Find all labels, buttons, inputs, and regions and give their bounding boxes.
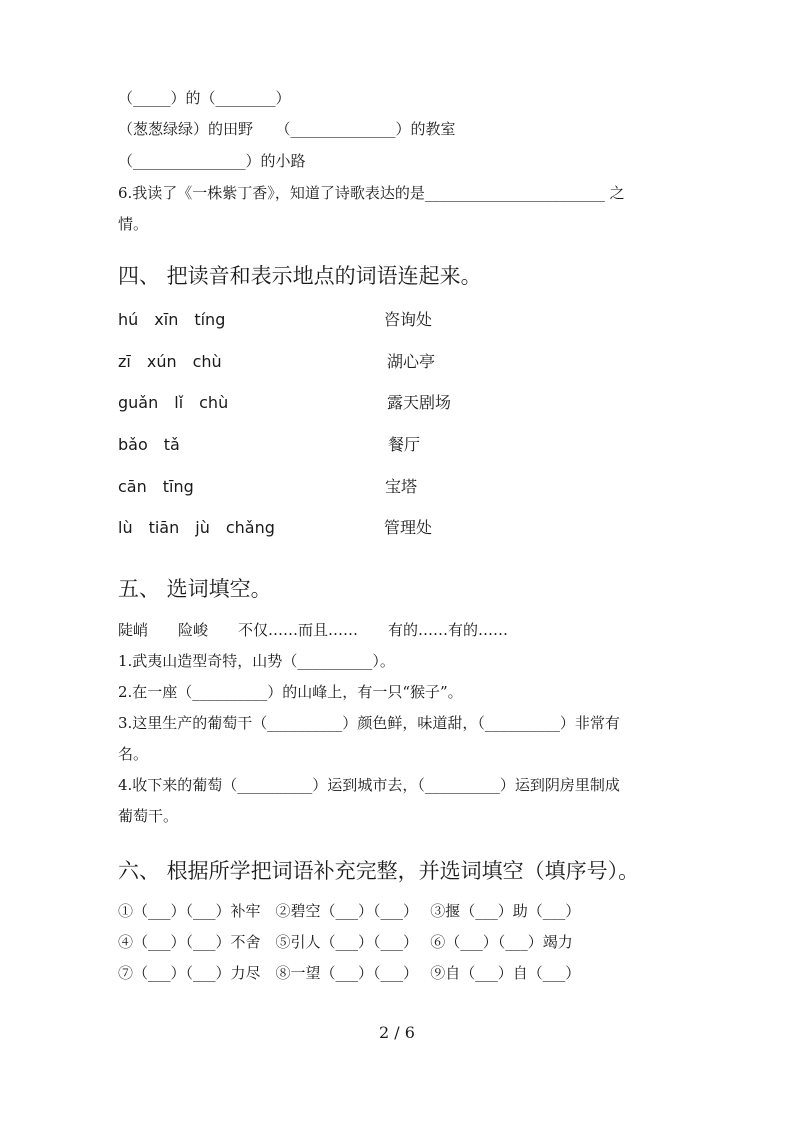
section-4-heading: 四、 把读音和表示地点的词语连起来。	[118, 264, 482, 288]
place-item: 餐厅	[388, 435, 421, 454]
fill-line-1: （_____）的（________）	[118, 89, 291, 107]
pinyin-item: cān tīng	[118, 477, 194, 496]
question-3: 3.这里生产的葡萄干（__________）颜色鲜，味道甜，（__________）非常有	[118, 714, 620, 732]
pinyin-item: zī xún chù	[118, 352, 222, 371]
question-4: 4.收下来的葡萄（__________）运到城市去，（__________）运到阴房里制成	[118, 776, 620, 794]
question-1: 1.武夷山造型奇特，山势（__________）。	[118, 652, 395, 670]
idiom-row-2: ④（___）（___）不舍 ⑤引人（___）（___） ⑥（___）（___）竭力	[118, 933, 573, 951]
pinyin-item: guǎn lǐ chù	[118, 393, 229, 412]
page-number: 2 / 6	[379, 1023, 415, 1042]
place-item: 露天剧场	[387, 393, 452, 412]
pinyin-item: lù tiān jù chǎng	[118, 518, 275, 537]
question-3-end: 名。	[118, 745, 149, 763]
pinyin-item: hú xīn tíng	[118, 310, 226, 329]
place-item: 管理处	[384, 518, 433, 537]
section-5-heading: 五、 选词填空。	[118, 577, 272, 601]
fill-line-3: （_______________）的小路	[118, 152, 306, 170]
pinyin-item: bǎo tǎ	[118, 435, 180, 454]
word-options: 陡峭 险峻 不仅……而且…… 有的……有的……	[118, 621, 509, 639]
idiom-row-3: ⑦（___）（___）力尽 ⑧一望（___）（___） ⑨自（___）自（___）	[118, 964, 581, 982]
section-6-heading: 六、 根据所学把词语补充完整，并选词填空（填序号）。	[118, 859, 640, 883]
question-4-end: 葡萄干。	[118, 807, 179, 825]
question-6-end: 情。	[118, 215, 149, 233]
place-item: 咨询处	[384, 310, 433, 329]
fill-line-2: （葱葱绿绿）的田野 （______________）的教室	[118, 120, 456, 138]
question-6-line: 6.我读了《一株紫丁香》，知道了诗歌表达的是________________________ 之	[118, 184, 625, 202]
question-2: 2.在一座（__________）的山峰上，有一只“猴子”。	[118, 683, 463, 701]
idiom-row-1: ①（___）（___）补牢 ②碧空（___）（___） ③揠（___）助（___）	[118, 902, 581, 920]
place-item: 宝塔	[385, 477, 418, 496]
place-item: 湖心亭	[387, 352, 436, 371]
